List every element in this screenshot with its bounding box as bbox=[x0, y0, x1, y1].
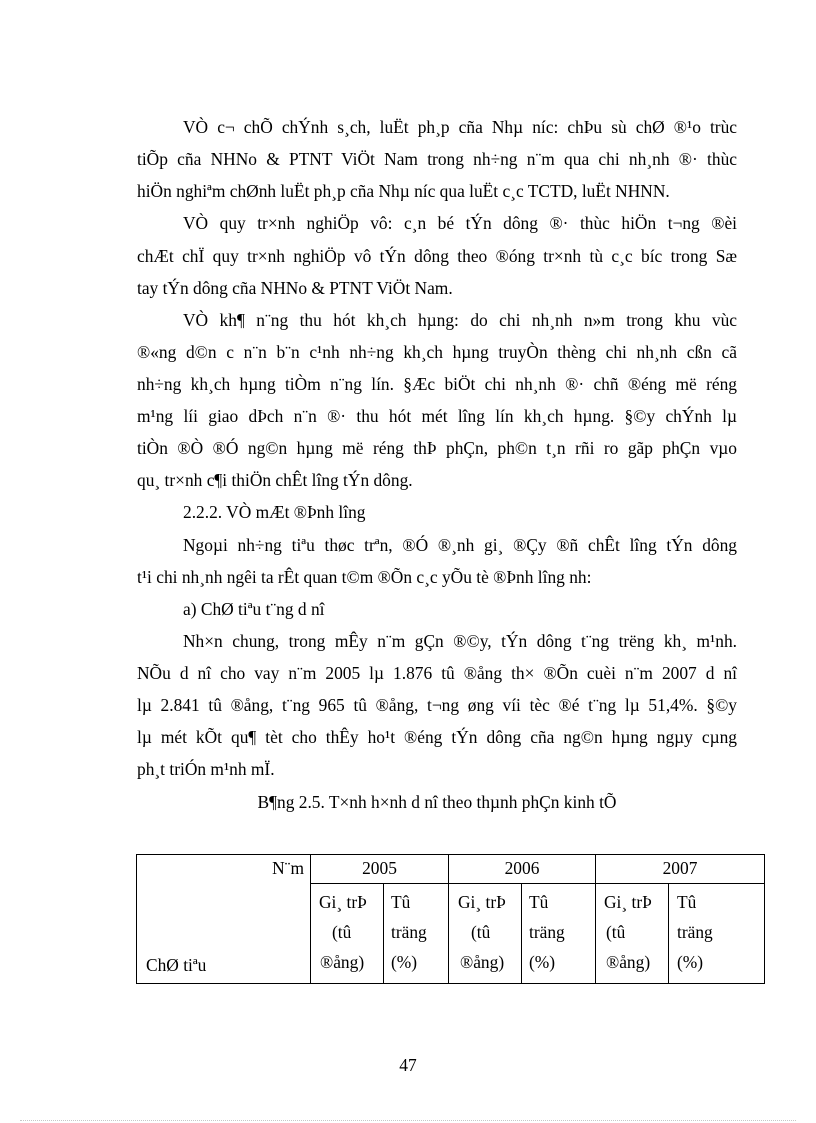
ratio-header: (%) bbox=[529, 952, 556, 972]
ratio-header: träng bbox=[529, 922, 565, 942]
ratio-header: träng bbox=[391, 922, 427, 942]
ratio-header: Tû bbox=[529, 892, 549, 912]
year-2005: 2005 bbox=[362, 858, 397, 878]
table-rule bbox=[668, 883, 669, 984]
value-header: ®ång) bbox=[320, 952, 365, 972]
paragraph-line: nh÷ng kh¸ch hµng tiÒm n¨ng lín. §Æc biÖt chi nh¸nh ®· chñ ®éng më réng bbox=[137, 374, 737, 394]
data-table bbox=[136, 854, 765, 984]
table-rule bbox=[310, 883, 765, 884]
paragraph-line: tiÕp cña NHNo & PTNT ViÖt Nam trong nh÷ng n¨m qua chi nh¸nh ®· thùc bbox=[137, 149, 737, 169]
section-heading: 2.2.2. VÒ mÆt ®Þnh lîng bbox=[183, 502, 366, 522]
paragraph-line: lµ 2.841 tû ®ång, t¨ng 965 tû ®ång, t¬ng øng víi tèc ®é t¨ng lµ 51,4%. §©y bbox=[137, 695, 737, 715]
page-edge-divider bbox=[20, 1120, 796, 1121]
year-2007: 2007 bbox=[662, 858, 698, 878]
ratio-header: träng bbox=[677, 922, 713, 942]
paragraph-line: qu¸ tr×nh c¶i thiÖn chÊt lîng tÝn dông. bbox=[137, 470, 413, 490]
paragraph-line: VÒ quy tr×nh nghiÖp vô: c¸n bé tÝn dông ®· thùc hiÖn t¬ng ®èi bbox=[183, 213, 737, 233]
table-rule bbox=[383, 883, 384, 984]
paragraph-line: lµ mét kÕt qu¶ tèt cho thÊy ho¹t ®éng tÝn dông cña ng©n hµng ngµy cµng bbox=[137, 727, 737, 747]
paragraph-line: NÕu d nî cho vay n¨m 2005 lµ 1.876 tû ®ång th× ®Õn cuèi n¨m 2007 d nî bbox=[137, 663, 737, 683]
paragraph-line: hiÖn nghiªm chØnh luËt ph¸p cña Nhµ níc qua luËt c¸c TCTD, luËt NHNN. bbox=[137, 181, 670, 201]
paragraph-line: Ngoµi nh÷ng tiªu thøc trªn, ®Ó ®¸nh gi¸ ®Çy ®ñ chÊt lîng tÝn dông bbox=[183, 535, 737, 555]
value-header: ®ång) bbox=[460, 952, 505, 972]
ratio-header: Tû bbox=[391, 892, 411, 912]
value-header: Gi¸ trÞ bbox=[458, 892, 506, 912]
value-header: (tû bbox=[332, 922, 352, 942]
table-rule bbox=[136, 983, 765, 984]
paragraph-line: Nh×n chung, trong mÊy n¨m gÇn ®©y, tÝn dông t¨ng trëng kh¸ m¹nh. bbox=[183, 631, 737, 651]
table-rule bbox=[136, 854, 765, 855]
value-header: ®ång) bbox=[606, 952, 651, 972]
value-header: (tû bbox=[606, 922, 626, 942]
table-rule bbox=[521, 883, 522, 984]
paragraph-line: tay tÝn dông cña NHNo & PTNT ViÖt Nam. bbox=[137, 278, 453, 298]
paragraph-line: chÆt chÏ quy tr×nh nghiÖp vô tÝn dông theo ®óng tr×nh tù c¸c bíc trong Sæ bbox=[137, 246, 737, 266]
ratio-header: Tû bbox=[677, 892, 697, 912]
year-header: N¨m bbox=[272, 858, 304, 878]
value-header: Gi¸ trÞ bbox=[604, 892, 652, 912]
table-rule bbox=[764, 854, 765, 984]
table-caption: B¶ng 2.5. T×nh h×nh d nî theo thµnh phÇn kinh tÕ bbox=[257, 792, 617, 812]
sub-heading: a) ChØ tiªu t¨ng d nî bbox=[183, 599, 325, 619]
paragraph-line: t¹i chi nh¸nh ngêi ta rÊt quan t©m ®Õn c¸c yÕu tè ®Þnh lîng nh: bbox=[137, 567, 592, 587]
paragraph-line: VÒ c¬ chÕ chÝnh s¸ch, luËt ph¸p cña Nhµ níc: chÞu sù chØ ®¹o trùc bbox=[183, 117, 737, 137]
paragraph-line: ph¸t triÓn m¹nh mÏ. bbox=[137, 759, 275, 779]
paragraph-line: ®«ng d©n c n¨n b¨n c¹nh nh÷ng kh¸ch hµng truyÒn thèng chi nh¸nh cßn cã bbox=[137, 342, 737, 362]
paragraph-line: m¹ng líi giao dÞch n¨n ®· thu hót mét lîng lín kh¸ch hµng. §©y chÝnh lµ bbox=[137, 406, 737, 426]
paragraph-line: tiÒn ®Ò ®Ó ng©n hµng më réng thÞ phÇn, ph©n t¸n rñi ro gãp phÇn vµo bbox=[137, 438, 737, 458]
year-2006: 2006 bbox=[504, 858, 540, 878]
paragraph-line: VÒ kh¶ n¨ng thu hót kh¸ch hµng: do chi nh¸nh n»m trong khu vùc bbox=[183, 310, 737, 330]
page-number: 47 bbox=[399, 1055, 417, 1075]
value-header: Gi¸ trÞ bbox=[319, 892, 367, 912]
ratio-header: (%) bbox=[677, 952, 704, 972]
ratio-header: (%) bbox=[391, 952, 418, 972]
row-header: ChØ tiªu bbox=[146, 955, 207, 975]
value-header: (tû bbox=[471, 922, 491, 942]
